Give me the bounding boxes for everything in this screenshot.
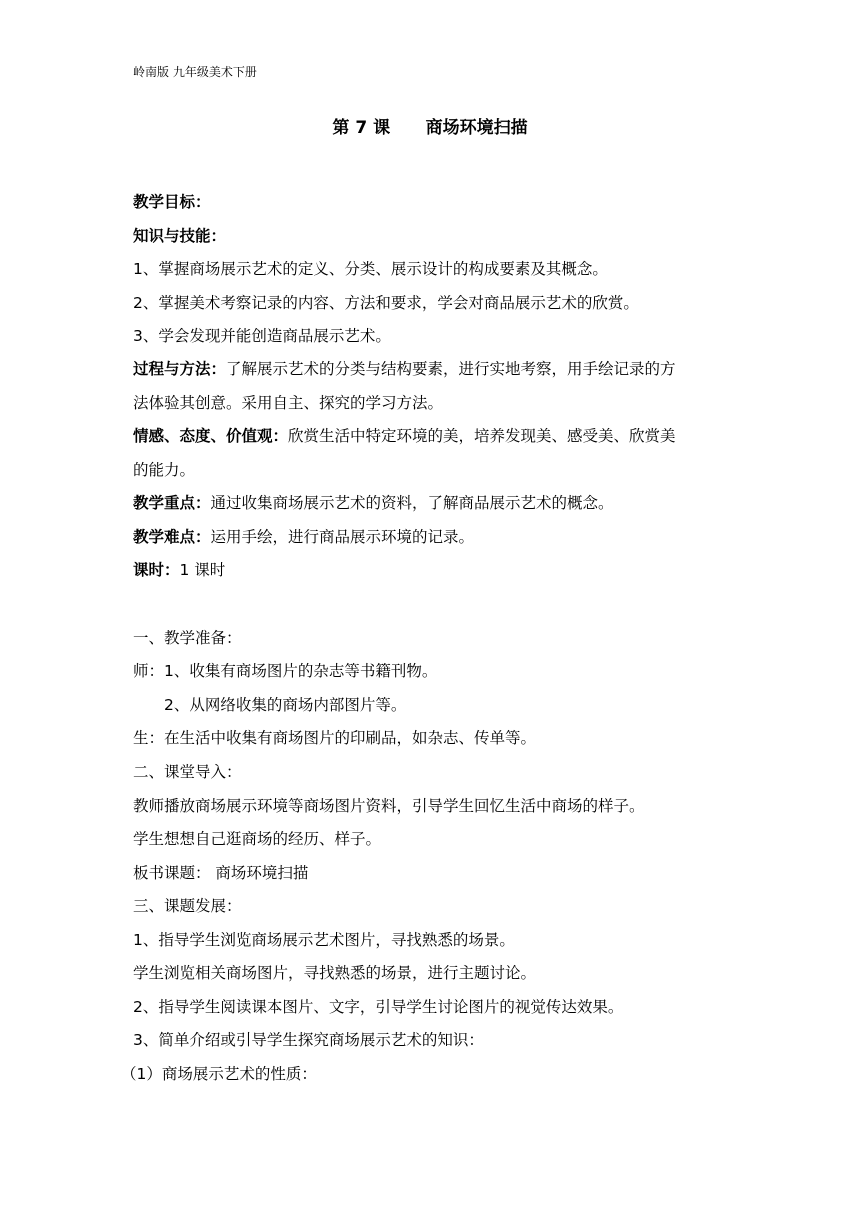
prep-teacher-item: 师：1、收集有商场图片的杂志等书籍刊物。 <box>133 662 438 680</box>
objectives-heading: 教学目标： <box>133 193 211 211</box>
process-label: 过程与方法： <box>133 360 227 378</box>
difficulty-label: 教学难点： <box>133 528 211 546</box>
develop-heading: 三、课题发展： <box>133 897 242 915</box>
page-header: 岭南版 九年级美术下册 <box>133 65 257 79</box>
develop-paragraph: 1、指导学生浏览商场展示艺术图片，寻找熟悉的场景。 <box>133 931 515 949</box>
prep-teacher-item: 2、从网络收集的商场内部图片等。 <box>164 696 407 714</box>
difficulty-text: 运用手绘，进行商品展示环境的记录。 <box>210 528 475 546</box>
process-text: 了解展示艺术的分类与结构要素，进行实地考察，用手绘记录的方 <box>226 360 676 378</box>
emotion-text: 欣赏生活中特定环境的美，培养发现美、感受美、欣赏美 <box>288 427 676 445</box>
class-hours-line <box>133 559 225 581</box>
class-hours-label: 课时： <box>133 561 180 579</box>
prep-heading: 一、教学准备： <box>133 629 242 647</box>
emotion-paragraph <box>133 425 676 447</box>
develop-paragraph: 学生浏览相关商场图片，寻找熟悉的场景，进行主题讨论。 <box>133 964 537 982</box>
lesson-title: 第 7 课 商场环境扫描 <box>332 118 528 138</box>
class-hours-text: 1 课时 <box>179 561 226 579</box>
develop-paragraph: 2、指导学生阅读课本图片、文字，引导学生讨论图片的视觉传达效果。 <box>133 998 624 1016</box>
key-point-text: 通过收集商场展示艺术的资料，了解商品展示艺术的概念。 <box>210 494 614 512</box>
emotion-text-continued: 的能力。 <box>133 461 196 479</box>
board-title-line: 板书课题： 商场环境扫描 <box>133 864 309 882</box>
intro-paragraph: 教师播放商场展示环境等商场图片资料，引导学生回忆生活中商场的样子。 <box>133 797 645 815</box>
prep-student-item: 生：在生活中收集有商场图片的印刷品，如杂志、传单等。 <box>133 729 537 747</box>
emotion-label: 情感、态度、价值观： <box>133 427 289 445</box>
process-text-continued: 法体验其创意。采用自主、探究的学习方法。 <box>133 394 444 412</box>
knowledge-heading: 知识与技能： <box>133 227 227 245</box>
intro-paragraph: 学生想想自己逛商场的经历、样子。 <box>133 830 382 848</box>
process-paragraph <box>133 358 676 380</box>
develop-paragraph: 3、简单介绍或引导学生探究商场展示艺术的知识： <box>133 1031 484 1049</box>
intro-heading: 二、课堂导入： <box>133 763 242 781</box>
difficulty-line <box>133 526 474 548</box>
knowledge-item: 1、掌握商场展示艺术的定义、分类、展示设计的构成要素及其概念。 <box>133 260 608 278</box>
knowledge-item: 3、学会发现并能创造商品展示艺术。 <box>133 327 391 345</box>
knowledge-item: 2、掌握美术考察记录的内容、方法和要求，学会对商品展示艺术的欣赏。 <box>133 294 639 312</box>
key-point-line <box>133 492 614 514</box>
key-point-label: 教学重点： <box>133 494 211 512</box>
develop-subheading: （1）商场展示艺术的性质： <box>121 1065 317 1083</box>
